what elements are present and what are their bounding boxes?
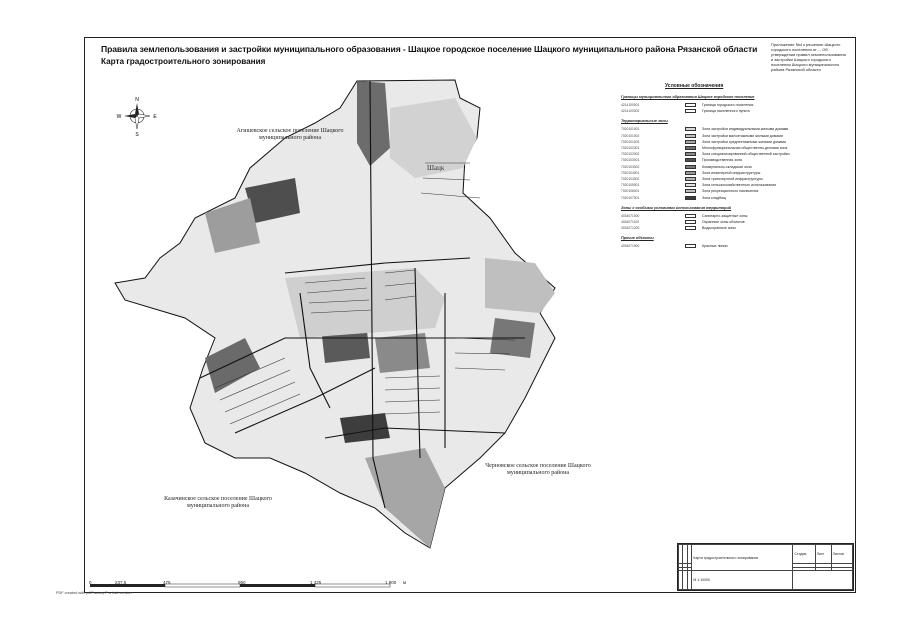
legend-item-code: 7020104002 [621,176,640,181]
legend-heading: Условные обозначения [665,83,724,89]
legend-swatch [685,109,696,113]
legend-item-code: 4214100001 [621,103,640,108]
map-sheet [84,37,856,593]
zone-center-mid [375,333,430,373]
title-block [677,543,854,591]
legend-swatch [685,183,696,187]
scale-tick-4: 1 425 [310,580,322,585]
legend-item-code: 7020107001 [621,195,640,200]
legend-swatch [685,146,696,150]
stamp-stage: Стадия [793,545,815,564]
legend-item-text: Охранные зоны объектов [702,219,745,224]
legend-swatch [685,220,696,224]
legend-item-text: Производственная зона [702,158,742,163]
legend-item-code: 4034071900 [621,244,640,249]
map-legend [621,83,851,249]
stamp-org: Карта градостроительного зонирования [692,545,793,571]
legend-item-code: 7020102002 [621,152,640,157]
stamp-sheets: Листов [831,545,852,564]
scale-tick-2: 475 [163,580,171,585]
legend-swatch [685,171,696,175]
label-agishevskoe: Агишевское сельское поселение Шацкого муниципального района [236,128,344,141]
legend-swatch [685,196,696,200]
map-subtitle: Карта градостроительного зонирования [101,57,266,66]
legend-item-text: Санитарно-защитные зоны [702,213,748,218]
legend-swatch [685,165,696,169]
legend-swatch [685,158,696,162]
legend-swatch [685,152,696,156]
legend-item-code: 7020101003 [621,139,640,144]
label-kazachinskoe: Казачинское сельское поселение Шацкого муниципального района [164,496,272,509]
legend-section-title: Прочие объекты [621,236,654,241]
legend-item-text: Многофункциональная общественно-деловая зона [702,146,788,151]
legend-item-text: Зона застройки малоэтажными жилыми домами [702,133,783,138]
scale-tick-3: 950 [238,580,246,585]
legend-item-text: Зона транспортной инфраструктуры [702,176,763,181]
legend-body [621,95,851,249]
stamp-scale: М 1:10000 [692,571,793,590]
legend-item-code: 4034071200 [621,226,640,231]
legend-swatch [685,226,696,230]
legend-item [621,243,851,249]
legend-item-text: Зона кладбищ [702,195,726,200]
stamp-sheet: Лист [815,545,831,564]
page-title: Правила землепользования и застройки муниципального образования - Шацкое городское поселение Шацкого муниципального района Рязанской области [101,44,758,54]
pdf-footer: PDF created with pdfFactory Pro trial version [56,591,132,595]
legend-item-code: 4214100002 [621,109,640,114]
legend-item-code: 7020105001 [621,183,640,188]
legend-section-title: Территориальные зоны [621,119,668,124]
legend-item-text: Зона сельскохозяйственного использования [702,183,777,188]
compass-w: W [116,114,122,120]
scale-tick-0: 0 [89,580,92,585]
legend-item-code: 7020101001 [621,127,640,132]
legend-item-text: Водоохранные зоны [702,226,736,231]
label-town: Шацк [427,164,445,172]
legend-item-text: Зона застройки среднеэтажными жилыми домами [702,139,787,144]
legend-swatch [685,140,696,144]
legend-swatch [685,134,696,138]
approval-note: Приложение №4 к решению Шацкого городского поселения от ... Об утверждении правил землепользования и застройки Шацкого городского поселения Шацкого муниципального района Рязанской области [771,42,846,72]
legend-item [621,225,851,231]
legend-swatch [685,189,696,193]
legend-item-text: Красные линии [702,244,728,249]
legend-item-text: Зона специализированной общественной застройки [702,152,790,157]
scale-unit: м [403,580,407,585]
legend-swatch [685,177,696,181]
legend-item-code: 7020104001 [621,170,640,175]
legend-item [621,108,851,114]
scale-tick-1: 237,5 [115,580,127,585]
legend-swatch [685,214,696,218]
legend-swatch [685,127,696,131]
legend-item-code: 7020103001 [621,158,640,163]
compass-e: E [153,114,157,120]
legend-item-code: 7020103002 [621,164,640,169]
zone-east-agri [485,258,555,313]
legend-item-text: Зона застройки индивидуальными жилыми домами [702,127,789,132]
legend-item-text: Зона инженерной инфраструктуры [702,170,761,175]
legend-item-code: 4034071000 [621,213,640,218]
legend-swatch [685,244,696,248]
label-chernovskoe: Черновское сельское поселение Шацкого муниципального района [485,463,591,476]
legend-item-code: 7020101002 [621,133,640,138]
legend-section-title: Границы муниципального образования Шацкое городское поселение [621,95,755,99]
compass-n: N [135,97,139,103]
legend-item-code: 4034071100 [621,219,640,224]
legend-section-title: Зоны с особыми условиями использования территорий [621,205,732,210]
legend-item-text: Граница населенного пункта [702,109,750,114]
legend-item [621,194,851,200]
zone-green-west [205,198,260,253]
compass-s: S [135,132,139,138]
legend-item-text: Зона рекреационного назначения [702,189,759,194]
legend-item-text: Коммунально-складская зона [702,164,752,169]
legend-item-code: 7020102001 [621,146,640,151]
legend-item-text: Граница городского поселения [702,103,754,108]
legend-item-code: 7020106001 [621,189,640,194]
legend-swatch [685,103,696,107]
compass-icon [117,97,158,138]
scale-tick-5: 1 900 [385,580,397,585]
